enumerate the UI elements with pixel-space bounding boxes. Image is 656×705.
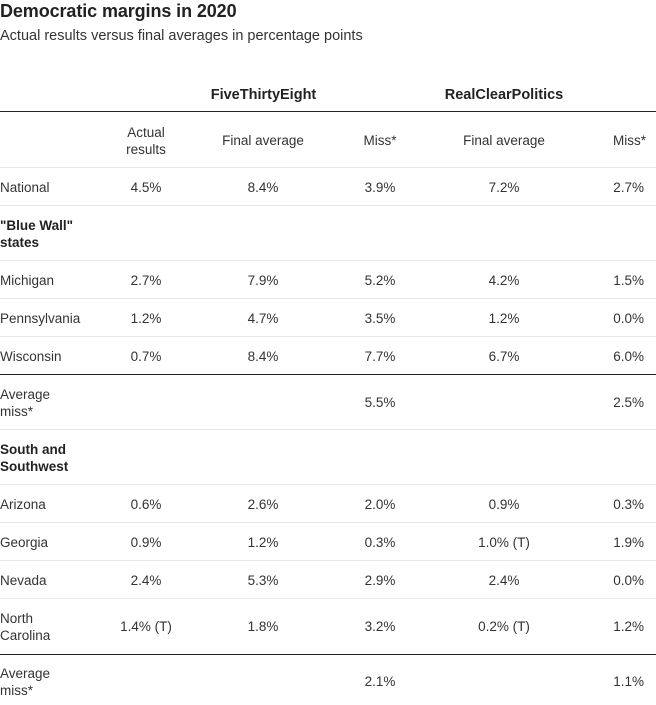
cell-fte-miss: 3.2% <box>364 619 396 634</box>
cell-rcp-miss: 0.0% <box>613 311 644 326</box>
row-rule <box>0 260 656 261</box>
row-label: Nevada <box>0 573 47 588</box>
row-rule <box>0 298 656 299</box>
cell-fte-final: 7.9% <box>247 273 279 288</box>
page-subtitle: Actual results versus final averages in percentage points <box>0 28 363 44</box>
row-label: Average miss* <box>0 387 51 419</box>
section-label-south: South and Southwest <box>0 442 69 474</box>
cell-fte-miss: 7.7% <box>364 349 396 364</box>
row-rule <box>0 560 656 561</box>
cell-rcp-final: 4.2% <box>488 273 520 288</box>
cell-actual: 0.9% <box>130 535 162 550</box>
cell-fte-miss: 3.9% <box>364 180 396 195</box>
group-header-fivethirtyeight: FiveThirtyEight <box>210 87 317 103</box>
column-header-actual-results: Actual results <box>126 125 166 157</box>
cell-fte-final: 5.3% <box>247 573 279 588</box>
row-label: Arizona <box>0 497 46 512</box>
cell-actual: 4.5% <box>130 180 162 195</box>
row-label: Wisconsin <box>0 349 62 364</box>
cell-rcp-miss: 1.9% <box>613 535 644 550</box>
row-rule <box>0 484 656 485</box>
cell-rcp-miss: 6.0% <box>613 349 644 364</box>
cell-fte-miss: 2.1% <box>364 674 396 689</box>
cell-fte-miss: 5.2% <box>364 273 396 288</box>
cell-actual: 0.7% <box>130 349 162 364</box>
cell-rcp-miss: 1.1% <box>613 674 644 689</box>
cell-rcp-miss: 0.0% <box>613 573 644 588</box>
cell-rcp-final: 1.0% (T) <box>478 535 530 550</box>
cell-rcp-final: 6.7% <box>488 349 520 364</box>
cell-actual: 2.7% <box>130 273 162 288</box>
row-label: National <box>0 180 50 195</box>
cell-fte-final: 2.6% <box>247 497 279 512</box>
section-label-blue-wall: "Blue Wall" states <box>0 218 74 250</box>
row-label: Georgia <box>0 535 49 550</box>
cell-rcp-final: 7.2% <box>488 180 520 195</box>
page-title: Democratic margins in 2020 <box>0 1 237 21</box>
cell-rcp-final: 1.2% <box>488 311 520 326</box>
column-header-fte-miss: Miss* <box>363 133 397 148</box>
cell-fte-miss: 2.0% <box>364 497 396 512</box>
cell-fte-final: 8.4% <box>247 180 279 195</box>
row-rule <box>0 336 656 337</box>
cell-rcp-final: 2.4% <box>488 573 520 588</box>
cell-actual: 0.6% <box>130 497 162 512</box>
cell-actual: 1.4% (T) <box>120 619 172 634</box>
average-rule <box>0 374 656 375</box>
cell-fte-final: 8.4% <box>247 349 279 364</box>
row-rule <box>0 522 656 523</box>
top-rule <box>0 111 656 112</box>
row-label: Pennsylvania <box>0 311 81 326</box>
cell-fte-miss: 0.3% <box>364 535 396 550</box>
cell-fte-miss: 5.5% <box>364 395 396 410</box>
row-label: North Carolina <box>0 611 51 643</box>
column-header-rcp-miss: Miss* <box>613 133 646 148</box>
row-label: Average miss* <box>0 666 51 698</box>
cell-fte-final: 1.2% <box>247 535 279 550</box>
row-rule <box>0 429 656 430</box>
cell-rcp-final: 0.2% (T) <box>478 619 530 634</box>
cell-actual: 2.4% <box>130 573 162 588</box>
column-header-fte-final-average: Final average <box>222 133 304 148</box>
cell-fte-final: 1.8% <box>247 619 279 634</box>
column-header-rcp-final-average: Final average <box>463 133 545 148</box>
group-header-realclearpolitics: RealClearPolitics <box>444 87 564 103</box>
cell-actual: 1.2% <box>130 311 162 326</box>
cell-fte-final: 4.7% <box>247 311 279 326</box>
header-rule <box>0 167 656 168</box>
cell-fte-miss: 3.5% <box>364 311 396 326</box>
cell-rcp-final: 0.9% <box>488 497 520 512</box>
row-rule <box>0 205 656 206</box>
cell-rcp-miss: 1.5% <box>613 273 644 288</box>
average-rule <box>0 654 656 655</box>
cell-rcp-miss: 0.3% <box>613 497 644 512</box>
cell-rcp-miss: 2.5% <box>613 395 644 410</box>
row-label: Michigan <box>0 273 55 288</box>
cell-rcp-miss: 1.2% <box>613 619 644 634</box>
cell-rcp-miss: 2.7% <box>613 180 644 195</box>
cell-fte-miss: 2.9% <box>364 573 396 588</box>
row-rule <box>0 598 656 599</box>
